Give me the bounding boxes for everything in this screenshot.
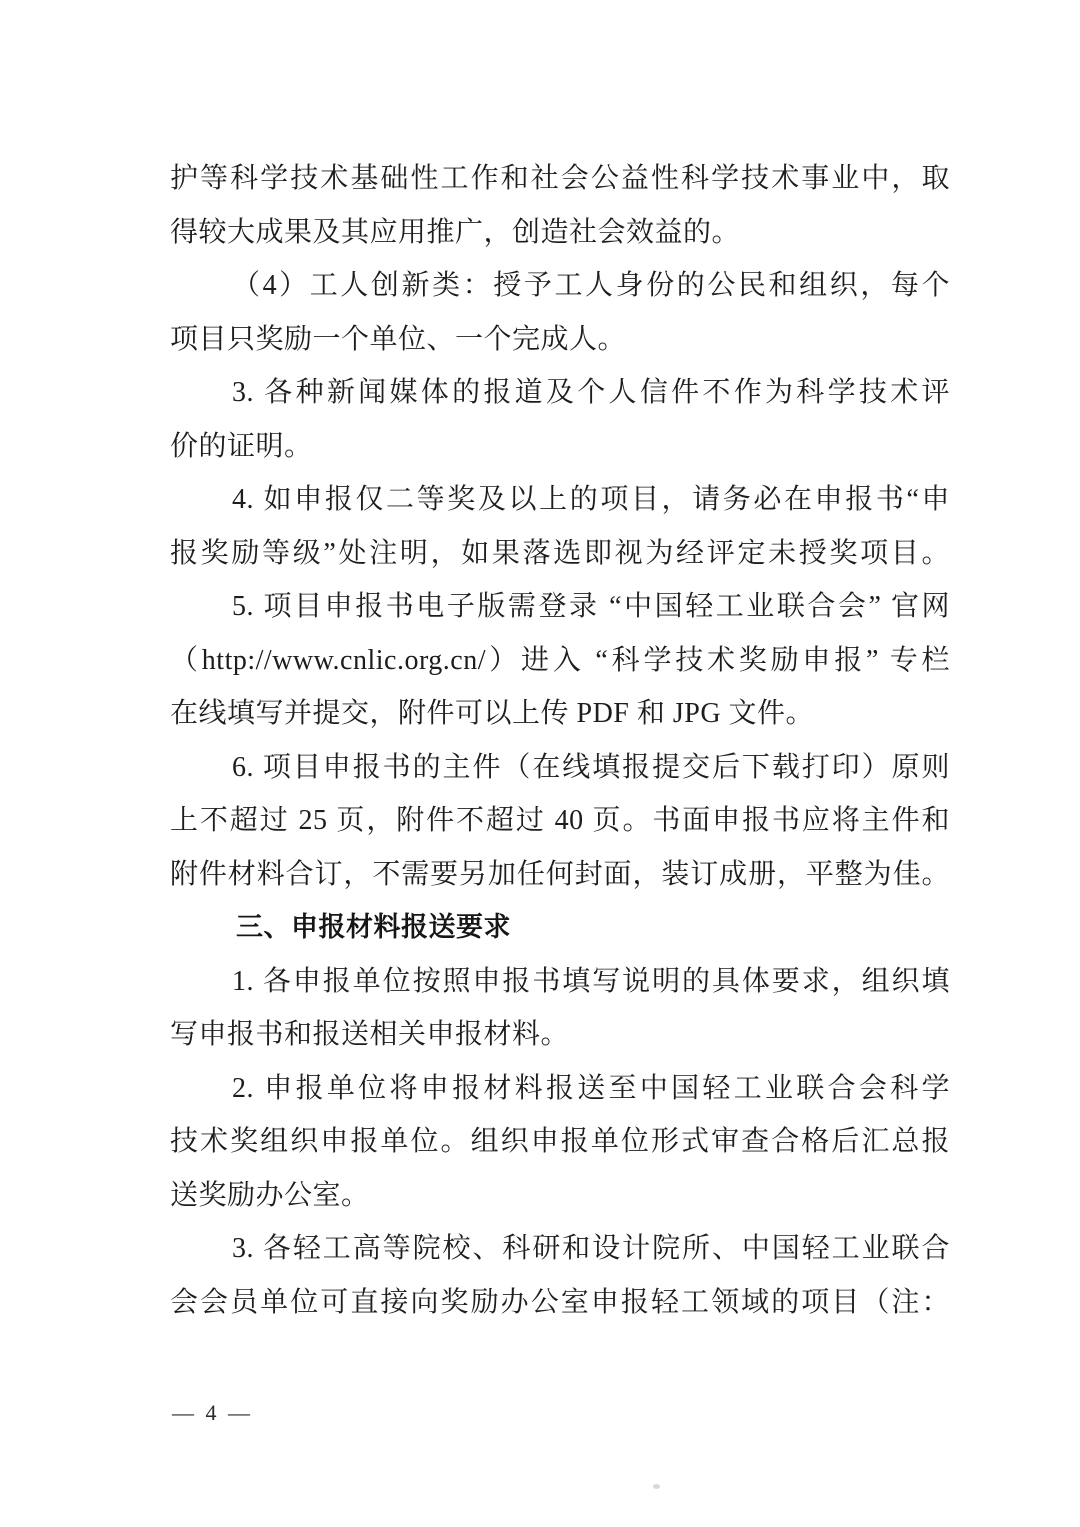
text-line: 得较大成果及其应用推广，创造社会效益的。 (170, 216, 741, 248)
page-number: — 4 — (172, 1400, 253, 1425)
text-line: 6. 项目申报书的主件（在线填报提交后下载打印）原则 (232, 751, 950, 783)
text-line: 送奖励办公室。 (170, 1179, 370, 1211)
text-line: （http://www.cnlic.org.cn/）进入 “科学技术奖励申报” 专栏 (170, 644, 950, 676)
text-line: 写申报书和报送相关申报材料。 (170, 1019, 570, 1050)
text-line: 在线填写并提交，附件可以上传 PDF 和 JPG 文件。 (170, 698, 815, 729)
text-line: 3. 各种新闻媒体的报道及个人信件不作为科学技术评 (232, 377, 950, 408)
text-line: 价的证明。 (170, 430, 313, 462)
text-line: 会会员单位可直接向奖励办公室申报轻工领域的项目（注： (170, 1286, 950, 1318)
text-line: 3. 各轻工高等院校、科研和设计院所、中国轻工业联合 (232, 1233, 950, 1264)
text-line: 护等科学技术基础性工作和社会公益性科学技术事业中，取 (170, 163, 950, 194)
text-line: 报奖励等级”处注明，如果落选即视为经评定未授奖项目。 (170, 537, 950, 569)
text-line: 1. 各申报单位按照申报书填写说明的具体要求，组织填 (232, 965, 950, 997)
text-line: 2. 申报单位将申报材料报送至中国轻工业联合会科学 (232, 1072, 950, 1104)
scan-speck-artifact (653, 1484, 660, 1489)
text-line: 项目只奖励一个单位、一个完成人。 (170, 323, 627, 355)
text-line: 技术奖组织申报单位。组织申报单位形式审查合格后汇总报 (170, 1126, 950, 1157)
document-text-block (170, 152, 950, 1329)
text-line: （4）工人创新类：授予工人身份的公民和组织，每个 (232, 270, 950, 301)
section-heading: 三、申报材料报送要求 (236, 912, 511, 942)
text-line: 4. 如申报仅二等奖及以上的项目，请务必在申报书“申 (232, 484, 950, 515)
text-line: 上不超过 25 页，附件不超过 40 页。书面申报书应将主件和 (170, 805, 950, 836)
text-line: 附件材料合订，不需要另加任何封面，装订成册，平整为佳。 (170, 858, 950, 890)
text-line: 5. 项目申报书电子版需登录 “中国轻工业联合会” 官网 (232, 591, 950, 622)
